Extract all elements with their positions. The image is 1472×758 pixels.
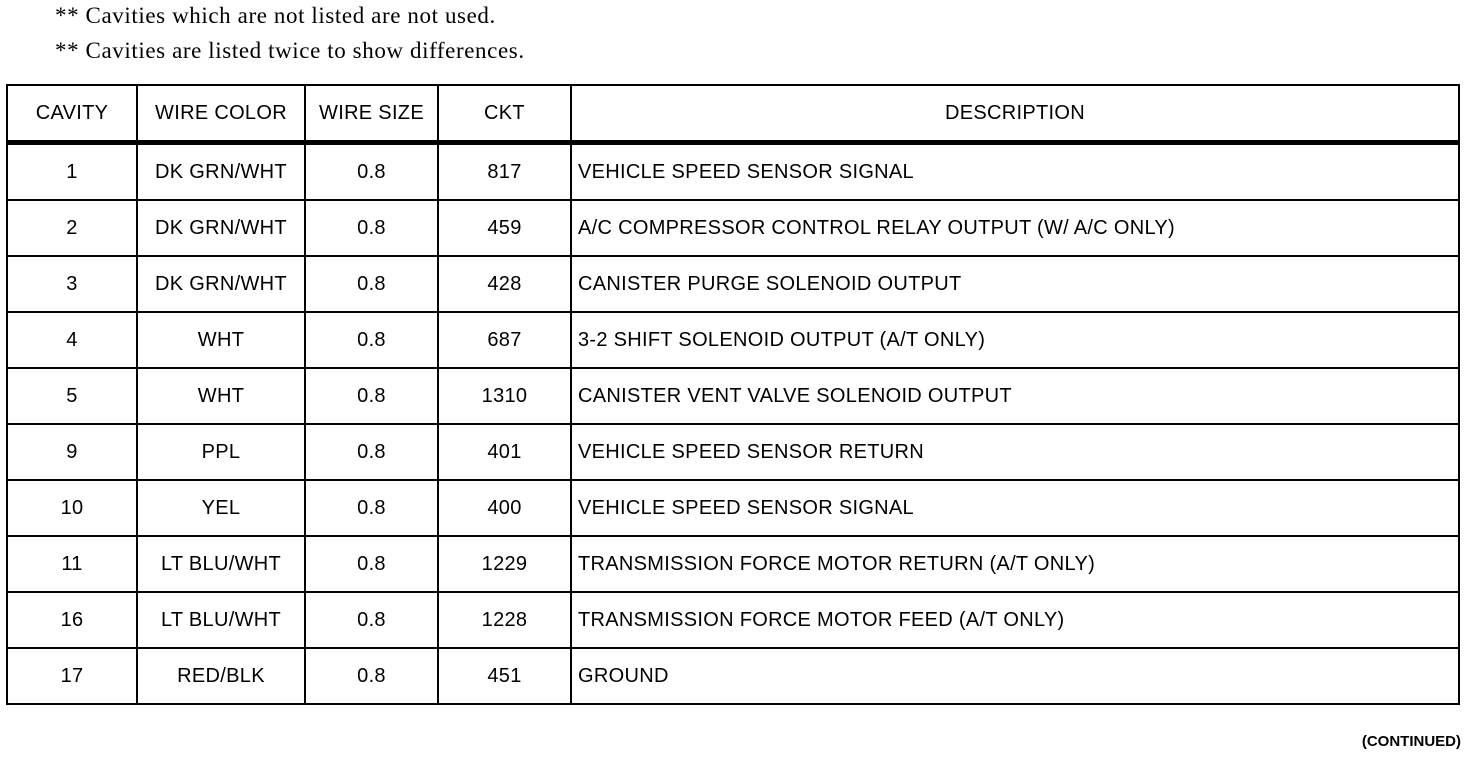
note-unused-cavities: ** Cavities which are not listed are not used. xyxy=(55,3,496,28)
cell-wire-size: 0.8 xyxy=(305,143,438,201)
cell-description: VEHICLE SPEED SENSOR SIGNAL xyxy=(571,480,1459,536)
cell-description: TRANSMISSION FORCE MOTOR RETURN (A/T ONLY) xyxy=(571,536,1459,592)
header-wire-size: WIRE SIZE xyxy=(305,85,438,143)
table-row xyxy=(7,648,1459,704)
table-row xyxy=(7,424,1459,480)
cell-wire-size: 0.8 xyxy=(305,256,438,312)
cell-description: CANISTER VENT VALVE SOLENOID OUTPUT xyxy=(571,368,1459,424)
cell-description: VEHICLE SPEED SENSOR SIGNAL xyxy=(571,143,1459,201)
cell-cavity: 16 xyxy=(7,592,137,648)
cell-wire-color: DK GRN/WHT xyxy=(137,256,305,312)
cell-ckt: 687 xyxy=(438,312,571,368)
cell-ckt: 1228 xyxy=(438,592,571,648)
cell-wire-color: PPL xyxy=(137,424,305,480)
cell-wire-size: 0.8 xyxy=(305,648,438,704)
cell-wire-size: 0.8 xyxy=(305,592,438,648)
header-cavity: CAVITY xyxy=(7,85,137,143)
header-ckt: CKT xyxy=(438,85,571,143)
cell-description: VEHICLE SPEED SENSOR RETURN xyxy=(571,424,1459,480)
table-row xyxy=(7,592,1459,648)
cell-cavity: 5 xyxy=(7,368,137,424)
cell-wire-color: RED/BLK xyxy=(137,648,305,704)
cell-ckt: 817 xyxy=(438,143,571,201)
cell-wire-size: 0.8 xyxy=(305,480,438,536)
header-wire-color: WIRE COLOR xyxy=(137,85,305,143)
table-row xyxy=(7,143,1459,201)
cell-cavity: 3 xyxy=(7,256,137,312)
cell-wire-size: 0.8 xyxy=(305,424,438,480)
table-row xyxy=(7,312,1459,368)
table-row xyxy=(7,480,1459,536)
cell-wire-color: WHT xyxy=(137,312,305,368)
cell-wire-size: 0.8 xyxy=(305,536,438,592)
note-listed-twice: ** Cavities are listed twice to show differences. xyxy=(55,38,525,63)
cell-wire-color: DK GRN/WHT xyxy=(137,143,305,201)
continued-label: (CONTINUED) xyxy=(1361,733,1461,750)
cell-description: TRANSMISSION FORCE MOTOR FEED (A/T ONLY) xyxy=(571,592,1459,648)
cell-cavity: 9 xyxy=(7,424,137,480)
cell-wire-color: YEL xyxy=(137,480,305,536)
table-row xyxy=(7,256,1459,312)
header-description: DESCRIPTION xyxy=(571,85,1459,143)
cell-ckt: 400 xyxy=(438,480,571,536)
cell-wire-size: 0.8 xyxy=(305,312,438,368)
cell-ckt: 459 xyxy=(438,200,571,256)
cell-wire-color: LT BLU/WHT xyxy=(137,592,305,648)
cell-wire-color: WHT xyxy=(137,368,305,424)
cell-ckt: 451 xyxy=(438,648,571,704)
cell-ckt: 1310 xyxy=(438,368,571,424)
cell-description: 3-2 SHIFT SOLENOID OUTPUT (A/T ONLY) xyxy=(571,312,1459,368)
cell-wire-size: 0.8 xyxy=(305,200,438,256)
cell-cavity: 11 xyxy=(7,536,137,592)
connector-cavity-table xyxy=(6,84,1460,705)
cell-wire-color: DK GRN/WHT xyxy=(137,200,305,256)
cell-cavity: 4 xyxy=(7,312,137,368)
cell-cavity: 2 xyxy=(7,200,137,256)
cell-wire-color: LT BLU/WHT xyxy=(137,536,305,592)
cell-cavity: 10 xyxy=(7,480,137,536)
cell-description: A/C COMPRESSOR CONTROL RELAY OUTPUT (W/ A/C ONLY) xyxy=(571,200,1459,256)
cell-ckt: 1229 xyxy=(438,536,571,592)
cell-ckt: 401 xyxy=(438,424,571,480)
table-row xyxy=(7,368,1459,424)
cell-description: CANISTER PURGE SOLENOID OUTPUT xyxy=(571,256,1459,312)
table-row xyxy=(7,536,1459,592)
cell-ckt: 428 xyxy=(438,256,571,312)
cell-cavity: 1 xyxy=(7,143,137,201)
cell-wire-size: 0.8 xyxy=(305,368,438,424)
cell-description: GROUND xyxy=(571,648,1459,704)
table-row xyxy=(7,200,1459,256)
cell-cavity: 17 xyxy=(7,648,137,704)
table-header-row xyxy=(7,85,1459,143)
